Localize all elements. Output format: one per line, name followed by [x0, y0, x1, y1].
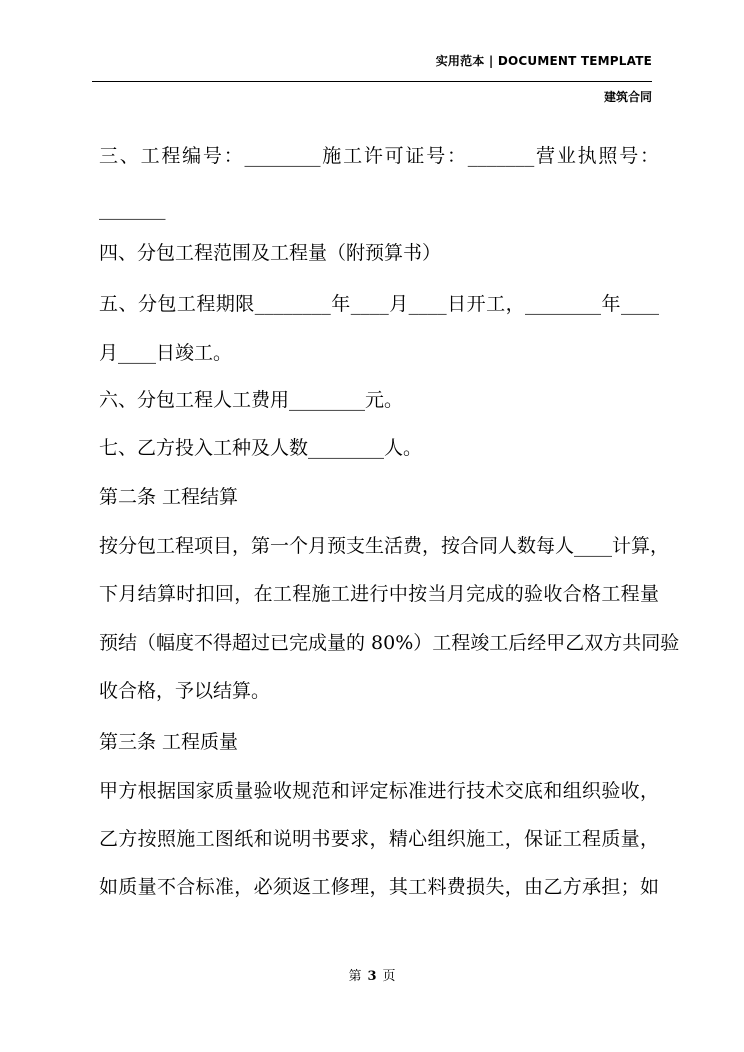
- header-divider: [92, 81, 652, 82]
- clause-project-number: 三、工程编号：________施工许可证号：_______营业执照号：: [99, 145, 659, 167]
- clause-labor-cost: 六、分包工程人工费用________元。: [99, 389, 404, 411]
- header-template-label: 实用范本 | DOCUMENT TEMPLATE: [435, 54, 652, 68]
- clause-period: 五、分包工程期限________年____月____日开工，________年____: [99, 293, 659, 315]
- paragraph-line: 下月结算时扣回，在工程施工进行中按当月完成的验收合格工程量: [99, 583, 659, 605]
- page-footer: [0, 965, 744, 984]
- paragraph-line: 按分包工程项目，第一个月预支生活费，按合同人数每人____计算，: [99, 535, 670, 557]
- paragraph-line: 乙方按照施工图纸和说明书要求，精心组织施工，保证工程质量，: [99, 828, 659, 850]
- footer-suffix: 页: [382, 969, 396, 984]
- section-heading-quality: 第三条 工程质量: [99, 731, 239, 753]
- clause-scope: 四、分包工程范围及工程量（附预算书）: [99, 242, 442, 264]
- footer-prefix: 第: [348, 969, 362, 984]
- clause-workers: 七、乙方投入工种及人数________人。: [99, 437, 423, 459]
- paragraph-line: 如质量不合标准，必须返工修理，其工料费损失，由乙方承担；如: [99, 876, 659, 898]
- header-category: 建筑合同: [603, 90, 652, 104]
- clause-period-end: 月____日竣工。: [99, 342, 233, 364]
- paragraph-line: 甲方根据国家质量验收规范和评定标准进行技术交底和组织验收，: [99, 780, 659, 802]
- page-number: 3: [367, 969, 377, 984]
- section-heading-settlement: 第二条 工程结算: [99, 486, 239, 508]
- paragraph-line: 收合格，予以结算。: [99, 680, 271, 702]
- clause-license-blank: _______: [99, 198, 166, 220]
- paragraph-line: 预结（幅度不得超过已完成量的 80%）工程竣工后经甲乙双方共同验: [99, 632, 680, 654]
